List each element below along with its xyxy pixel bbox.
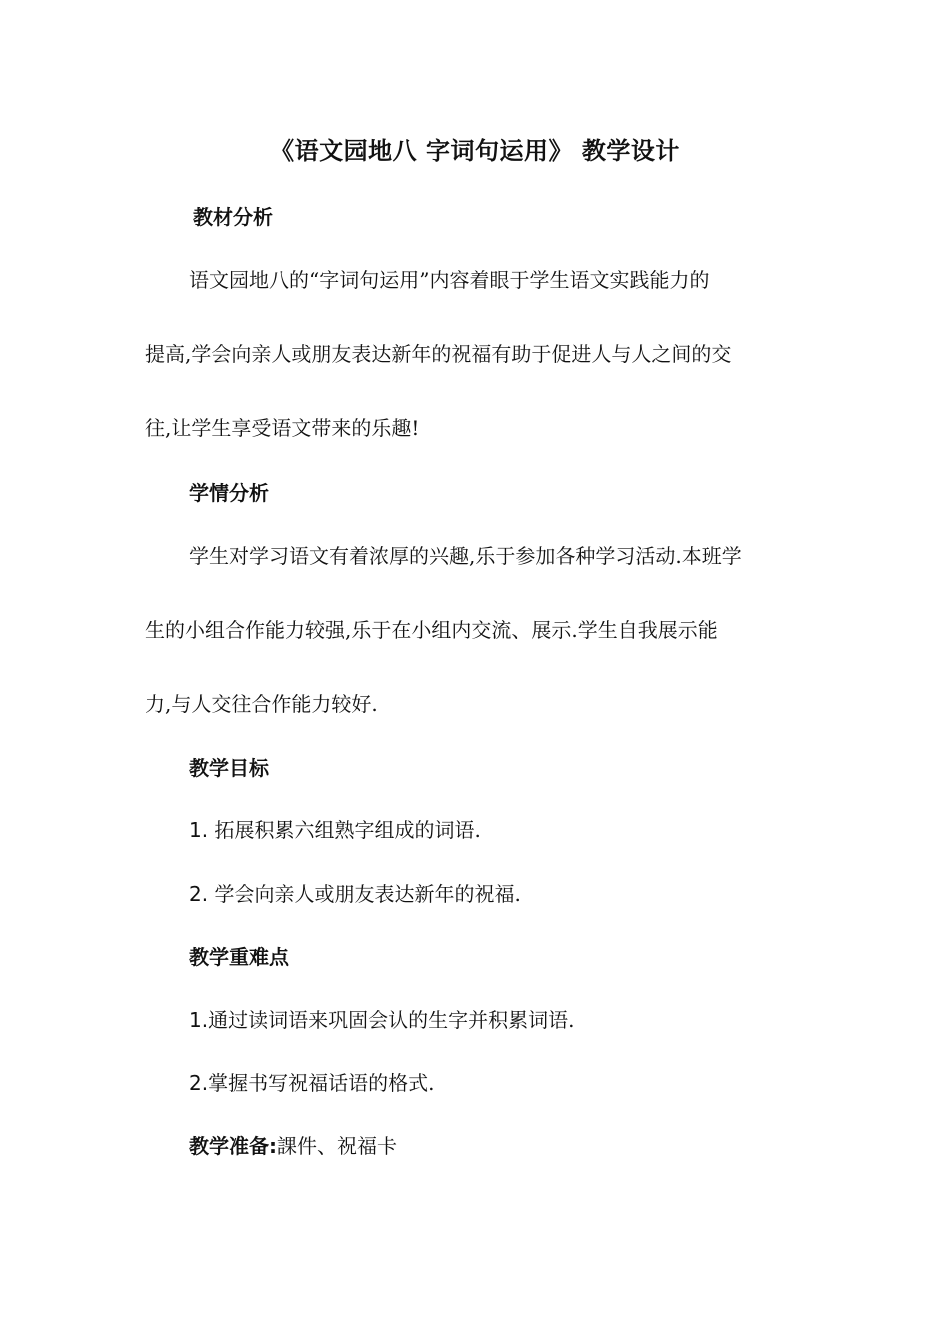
paragraph-line: 提高,学会向亲人或朋友表达新年的祝福有助于促进人与人之间的交 bbox=[145, 342, 732, 366]
item-number: 1. bbox=[189, 1008, 209, 1032]
item-number: 2. bbox=[189, 1071, 209, 1095]
objective-item bbox=[189, 815, 481, 845]
preparation-value: 課件、祝福卡 bbox=[277, 1134, 397, 1158]
preparation-label: 教学准备: bbox=[189, 1134, 277, 1158]
paragraph-line: 生的小组合作能力较强,乐于在小组内交流、展示.学生自我展示能 bbox=[145, 618, 718, 642]
item-text: 掌握书写祝福话语的格式. bbox=[208, 1071, 435, 1095]
objective-item bbox=[189, 879, 521, 909]
heading-material-analysis: 教材分析 bbox=[193, 205, 273, 229]
paragraph-line: 学生对学习语文有着浓厚的兴趣,乐于参加各种学习活动.本班学 bbox=[189, 544, 742, 568]
item-number: 1. bbox=[189, 818, 209, 842]
heading-student-analysis: 学情分析 bbox=[189, 481, 269, 505]
item-text: 学会向亲人或朋友表达新年的祝福. bbox=[208, 882, 521, 906]
key-point-item bbox=[189, 1068, 434, 1098]
paragraph-line: 语文园地八的“字词句运用”内容着眼于学生语文实践能力的 bbox=[189, 268, 710, 292]
teaching-preparation bbox=[189, 1131, 397, 1161]
heading-teaching-objectives: 教学目标 bbox=[189, 756, 269, 780]
paragraph-line: 往,让学生享受语文带来的乐趣! bbox=[145, 416, 420, 440]
paragraph-line: 力,与人交往合作能力较好. bbox=[145, 692, 378, 716]
item-number: 2. bbox=[189, 882, 209, 906]
heading-key-difficult-points: 教学重难点 bbox=[189, 945, 289, 969]
paragraph-student-analysis bbox=[145, 519, 810, 741]
item-text: 通过读词语来巩固会认的生字并积累词语. bbox=[208, 1008, 575, 1032]
paragraph-material-analysis bbox=[145, 243, 810, 465]
document-title: 《语文园地八 字词句运用》 教学设计 bbox=[270, 137, 680, 165]
key-point-item bbox=[189, 1005, 574, 1035]
item-text: 拓展积累六组熟字组成的词语. bbox=[208, 818, 481, 842]
